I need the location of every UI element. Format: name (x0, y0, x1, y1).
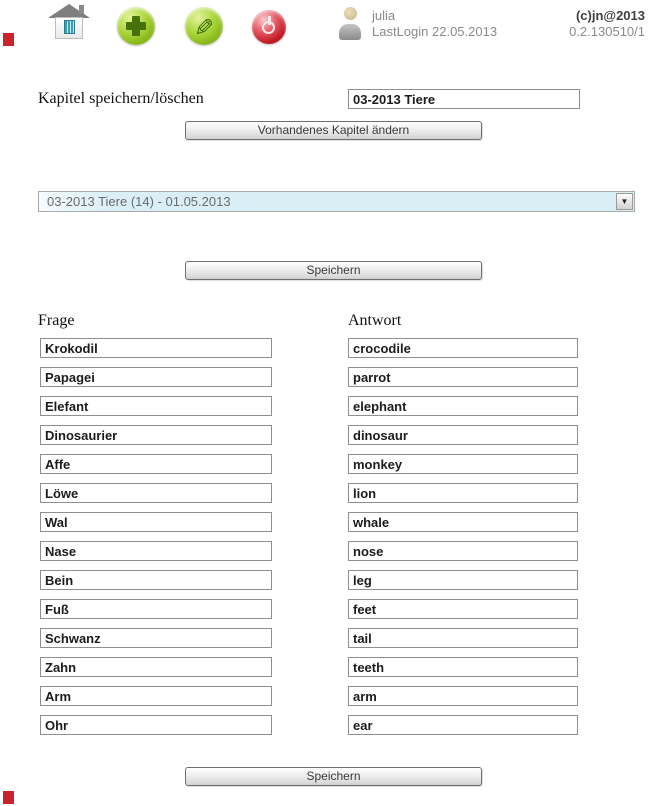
chapter-select-value: 03-2013 Tiere (14) - 01.05.2013 (47, 194, 231, 209)
user-info (372, 8, 497, 40)
copyright: (c)jn@2013 (575, 8, 645, 23)
chevron-down-icon[interactable]: ▼ (616, 193, 633, 210)
frage-input[interactable] (40, 570, 272, 590)
corner-marker-bottom (3, 791, 14, 804)
home-chimney (79, 5, 84, 14)
last-login: LastLogin 22.05.2013 (372, 24, 498, 39)
frage-input[interactable] (40, 715, 272, 735)
table-row (40, 454, 663, 474)
antwort-input[interactable] (348, 483, 578, 503)
chapter-select[interactable] (38, 191, 635, 212)
frage-input[interactable] (40, 686, 272, 706)
vocab-rows (40, 338, 663, 735)
chapter-name-input[interactable] (348, 89, 580, 109)
antwort-input[interactable] (348, 599, 578, 619)
antwort-input[interactable] (348, 686, 578, 706)
home-icon[interactable] (48, 4, 90, 42)
header (0, 0, 663, 48)
add-icon[interactable] (117, 7, 155, 45)
antwort-input[interactable] (348, 425, 578, 445)
antwort-label: Antwort (348, 312, 402, 329)
table-row (40, 483, 663, 503)
chapter-row (38, 89, 663, 109)
table-row (40, 686, 663, 706)
vocab-header (38, 312, 663, 330)
change-chapter-button[interactable]: Vorhandenes Kapitel ändern (185, 121, 482, 140)
frage-input[interactable] (40, 425, 272, 445)
frage-input[interactable] (40, 396, 272, 416)
table-row (40, 396, 663, 416)
frage-input[interactable] (40, 454, 272, 474)
antwort-input[interactable] (348, 570, 578, 590)
table-row (40, 657, 663, 677)
frage-input[interactable] (40, 338, 272, 358)
frage-input[interactable] (40, 512, 272, 532)
user-avatar-icon (338, 7, 362, 40)
antwort-input[interactable] (348, 628, 578, 648)
frage-input[interactable] (40, 541, 272, 561)
table-row (40, 338, 663, 358)
app-info (569, 8, 645, 40)
table-row (40, 541, 663, 561)
frage-label: Frage (38, 312, 75, 329)
frage-input[interactable] (40, 483, 272, 503)
frage-input[interactable] (40, 599, 272, 619)
antwort-input[interactable] (348, 367, 578, 387)
frage-input[interactable] (40, 367, 272, 387)
edit-icon[interactable]: ✎ (185, 7, 223, 45)
version: 0.2.130510/1 (569, 24, 645, 39)
antwort-input[interactable] (348, 454, 578, 474)
user-name: julia (372, 8, 396, 23)
antwort-input[interactable] (348, 657, 578, 677)
home-window (64, 20, 75, 34)
table-row (40, 570, 663, 590)
table-row (40, 715, 663, 735)
antwort-input[interactable] (348, 396, 578, 416)
table-row (40, 599, 663, 619)
frage-input[interactable] (40, 628, 272, 648)
save-vocab-button[interactable]: Speichern (185, 767, 482, 786)
table-row (40, 628, 663, 648)
power-icon[interactable] (252, 10, 286, 44)
antwort-input[interactable] (348, 338, 578, 358)
antwort-input[interactable] (348, 512, 578, 532)
table-row (40, 367, 663, 387)
antwort-input[interactable] (348, 541, 578, 561)
table-row (40, 512, 663, 532)
table-row (40, 425, 663, 445)
frage-input[interactable] (40, 657, 272, 677)
antwort-input[interactable] (348, 715, 578, 735)
chapter-label: Kapitel speichern/löschen (38, 90, 204, 107)
save-chapter-button[interactable]: Speichern (185, 261, 482, 280)
